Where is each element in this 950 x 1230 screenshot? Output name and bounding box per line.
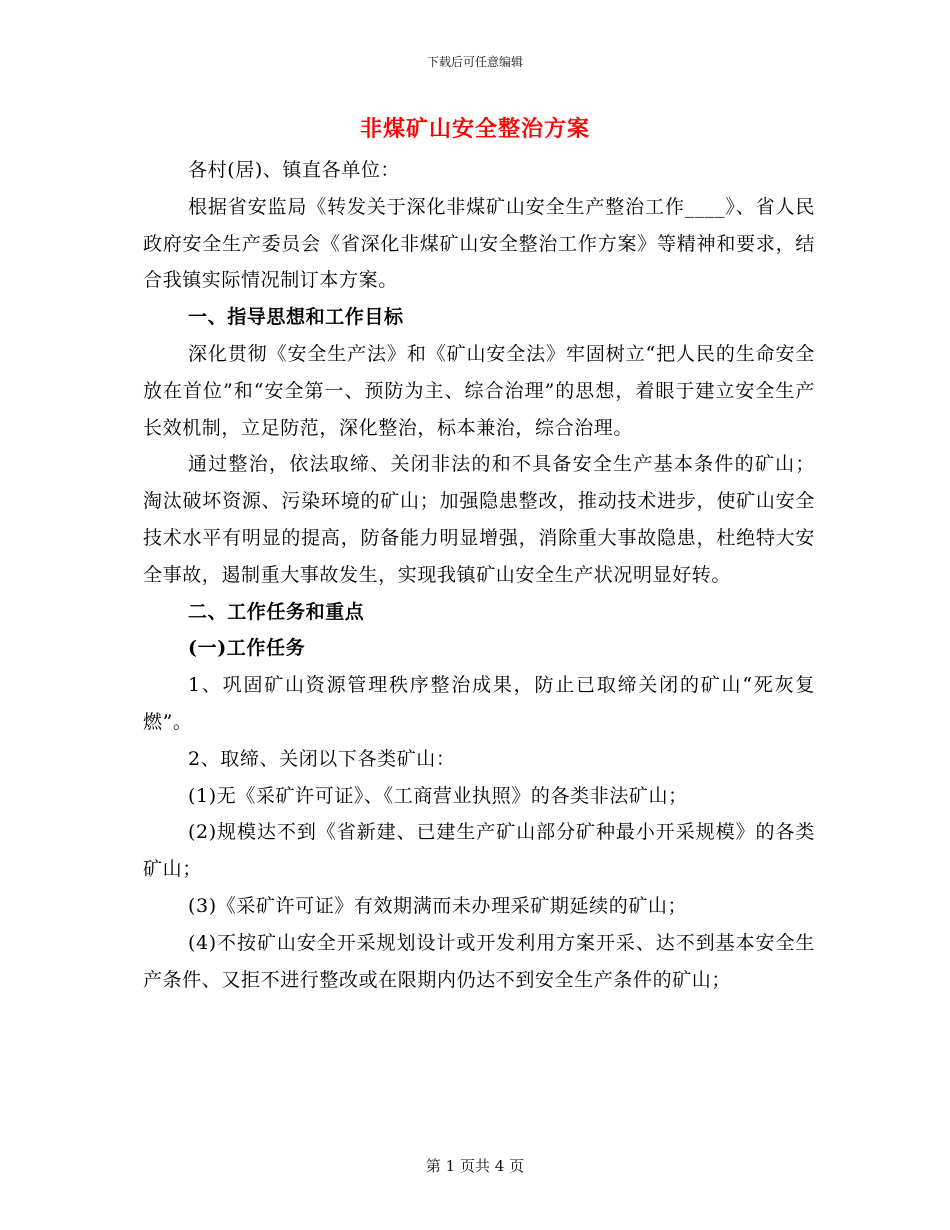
page-number: 第 1 页共 4 页: [425, 1157, 525, 1175]
task-subitem-4: (4)不按矿山安全开采规划设计或开发利用方案开采、达不到基本安全生产条件、又拒不进行整改或在限期内仍达不到安全生产条件的矿山；: [143, 931, 815, 991]
task-item-2: 2、取缔、关闭以下各类矿山：: [188, 747, 456, 770]
subsection-heading-1: (一)工作任务: [188, 637, 306, 660]
page-header: 下载后可任意编辑: [426, 55, 523, 69]
task-subitem-1: (1)无《采矿许可证》、《工商营业执照》的各类非法矿山；: [188, 784, 688, 807]
salutation: 各村(居)、镇直各单位：: [188, 159, 401, 181]
document-body: [143, 152, 815, 998]
document-title: 非煤矿山安全整治方案: [359, 116, 590, 142]
task-item-1: 1、巩固矿山资源管理秩序整治成果，防止已取缔关闭的矿山“死灰复燃”。: [143, 674, 815, 733]
task-subitem-2: (2)规模达不到《省新建、已建生产矿山部分矿种最小开采规模》的各类矿山；: [143, 821, 815, 881]
paragraph-guiding-thought: 深化贯彻《安全生产法》和《矿山安全法》牢固树立“把人民的生命安全放在首位”和“安全第一、预防为主、综合治理”的思想，着眼于建立安全生产长效机制，立足防范，深化整治，标本兼治，综合治理。: [143, 342, 815, 439]
task-subitem-3: (3)《采矿许可证》有效期满而未办理采矿期延续的矿山；: [188, 894, 688, 917]
intro-paragraph: 根据省安监局《转发关于深化非煤矿山安全生产整治工作____》、省人民政府安全生产委员会《省深化非煤矿山安全整治工作方案》等精神和要求，结合我镇实际情况制订本方案。: [143, 195, 815, 292]
section-heading-2: 二、工作任务和重点: [188, 600, 365, 623]
paragraph-goals: 通过整治，依法取缔、关闭非法的和不具备安全生产基本条件的矿山；淘汰破坏资源、污染环境的矿山；加强隐患整改，推动技术进步，使矿山安全技术水平有明显的提高，防备能力明显增强，消除重大事故隐患，杜绝特大安全事故，遏制重大事故发生，实现我镇矿山安全生产状况明显好转。: [143, 453, 815, 586]
section-heading-1: 一、指导思想和工作目标: [188, 306, 404, 329]
